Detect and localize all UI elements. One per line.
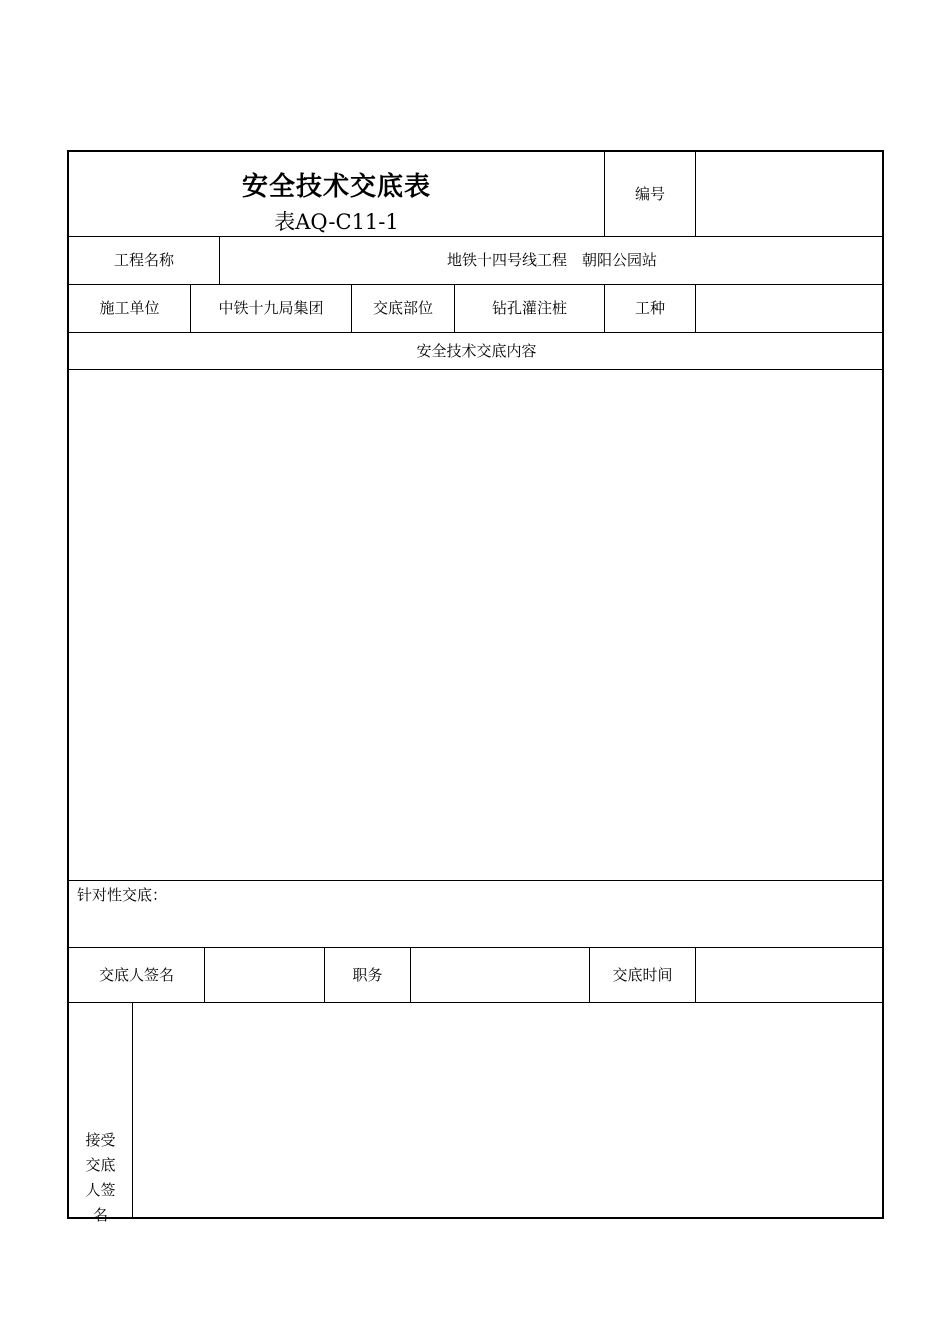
content-body-area[interactable] [69,370,884,880]
construction-unit-value[interactable]: 中铁十九局集团 [218,299,324,317]
targeted-briefing-label: 针对性交底： [77,886,168,904]
briefer-signature-label: 交底人签名 [98,965,174,984]
trade-field[interactable] [696,285,884,332]
construction-unit-label: 施工单位 [99,299,160,317]
receiver-signature-field[interactable] [133,1003,884,1217]
position-label: 职务 [352,965,383,984]
form-title: 安全技术交底表 [241,172,431,202]
safety-briefing-form [67,150,884,1224]
project-name-value[interactable]: 地铁十四号线工程 朝阳公园站 [446,251,657,269]
receiver-signature-label-cell [69,1070,132,1285]
content-header: 安全技术交底内容 [416,341,537,360]
position-field[interactable] [411,948,589,1002]
briefing-time-label: 交底时间 [612,965,673,984]
project-name-label: 工程名称 [113,251,174,269]
number-label: 编号 [634,184,665,203]
briefing-part-label: 交底部位 [372,299,433,317]
number-field[interactable] [696,152,884,236]
trade-label: 工种 [634,299,665,317]
row-divider [69,880,882,881]
form-code: 表AQ-C11-1 [274,210,399,234]
briefing-time-field[interactable] [696,948,884,1002]
briefing-part-value[interactable]: 钻孔灌注桩 [491,299,567,317]
briefer-signature-field[interactable] [205,948,324,1002]
receiver-signature-label: 接受交底人签名 [85,1130,116,1224]
